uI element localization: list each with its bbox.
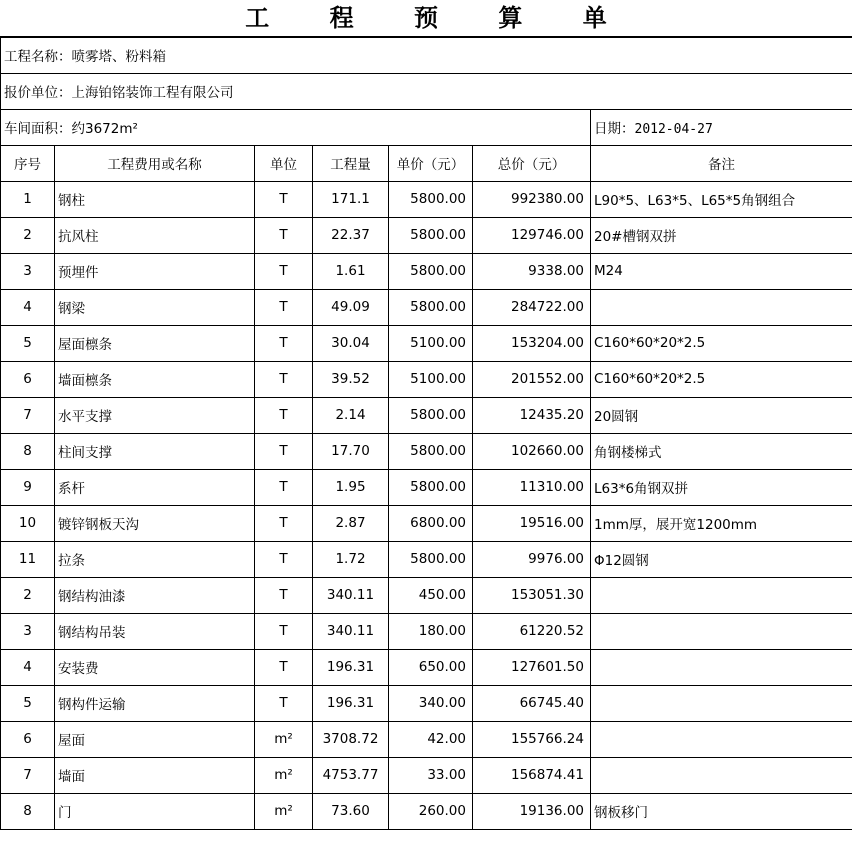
- cell-seq[interactable]: 3: [1, 613, 55, 649]
- column-header-remark[interactable]: 备注: [591, 145, 852, 181]
- table-row: [1, 793, 852, 829]
- cell-qty[interactable]: 340.11: [313, 577, 389, 613]
- cell-total[interactable]: 9338.00: [473, 253, 591, 289]
- page-title: 工 程 预 算 单: [245, 3, 633, 32]
- cell-remark[interactable]: [591, 577, 852, 613]
- cell-unit[interactable]: T: [255, 613, 313, 649]
- cell-remark[interactable]: [591, 613, 852, 649]
- cell-remark[interactable]: 20圆钢: [591, 397, 852, 433]
- cell-remark[interactable]: 钢板移门: [591, 793, 852, 829]
- cell-total[interactable]: 201552.00: [473, 361, 591, 397]
- project-name-row: [1, 37, 852, 73]
- company-value: 上海铂铭装饰工程有限公司: [71, 85, 234, 101]
- cell-name[interactable]: 安装费: [55, 649, 255, 685]
- column-header-price[interactable]: 单价（元）: [389, 145, 473, 181]
- table-row: [1, 757, 852, 793]
- cell-qty[interactable]: 17.70: [313, 433, 389, 469]
- cell-unit[interactable]: T: [255, 289, 313, 325]
- date-value: 2012-04-27: [634, 122, 713, 137]
- cell-remark[interactable]: L90*5、L63*5、L65*5角钢组合: [591, 181, 852, 217]
- company-cell[interactable]: [1, 73, 852, 109]
- cell-unit[interactable]: m²: [255, 793, 313, 829]
- cell-qty[interactable]: 22.37: [313, 217, 389, 253]
- table-row: [1, 505, 852, 541]
- cell-total[interactable]: 102660.00: [473, 433, 591, 469]
- cell-qty[interactable]: 2.14: [313, 397, 389, 433]
- table-row: [1, 469, 852, 505]
- cell-price[interactable]: 340.00: [389, 685, 473, 721]
- cell-name[interactable]: 系杆: [55, 469, 255, 505]
- cell-name[interactable]: 柱间支撑: [55, 433, 255, 469]
- cell-seq[interactable]: 9: [1, 469, 55, 505]
- column-header-seq[interactable]: 序号: [1, 145, 55, 181]
- cell-qty[interactable]: 2.87: [313, 505, 389, 541]
- cell-seq[interactable]: 5: [1, 685, 55, 721]
- cell-unit[interactable]: T: [255, 217, 313, 253]
- cell-name[interactable]: 墙面: [55, 757, 255, 793]
- cell-price[interactable]: 5800.00: [389, 469, 473, 505]
- cell-seq[interactable]: 4: [1, 649, 55, 685]
- cell-remark[interactable]: L63*6角钢双拼: [591, 469, 852, 505]
- cell-unit[interactable]: m²: [255, 721, 313, 757]
- cell-remark[interactable]: C160*60*20*2.5: [591, 361, 852, 397]
- cell-seq[interactable]: 6: [1, 361, 55, 397]
- cell-remark[interactable]: 1mm厚，展开宽1200mm: [591, 505, 852, 541]
- cell-unit[interactable]: T: [255, 505, 313, 541]
- column-header-unit[interactable]: 单位: [255, 145, 313, 181]
- cell-name[interactable]: 钢柱: [55, 181, 255, 217]
- cell-qty[interactable]: 1.61: [313, 253, 389, 289]
- cell-price[interactable]: 5800.00: [389, 289, 473, 325]
- cell-qty[interactable]: 171.1: [313, 181, 389, 217]
- cell-price[interactable]: 33.00: [389, 757, 473, 793]
- table-row: [1, 433, 852, 469]
- cell-total[interactable]: 153204.00: [473, 325, 591, 361]
- cell-seq[interactable]: 8: [1, 793, 55, 829]
- cell-total[interactable]: 9976.00: [473, 541, 591, 577]
- table-row: [1, 721, 852, 757]
- table-row: [1, 577, 852, 613]
- cell-remark[interactable]: 角钢楼梯式: [591, 433, 852, 469]
- cell-total[interactable]: 155766.24: [473, 721, 591, 757]
- cell-name[interactable]: 镀锌钢板天沟: [55, 505, 255, 541]
- cell-qty[interactable]: 196.31: [313, 685, 389, 721]
- cell-unit[interactable]: T: [255, 433, 313, 469]
- cell-name[interactable]: 拉条: [55, 541, 255, 577]
- project-name-label: 工程名称：: [4, 49, 72, 66]
- cell-unit[interactable]: T: [255, 649, 313, 685]
- cell-name[interactable]: 钢结构油漆: [55, 577, 255, 613]
- cell-seq[interactable]: 6: [1, 721, 55, 757]
- cell-total[interactable]: 153051.30: [473, 577, 591, 613]
- cell-name[interactable]: 钢梁: [55, 289, 255, 325]
- cell-name[interactable]: 钢结构吊装: [55, 613, 255, 649]
- table-row: [1, 361, 852, 397]
- cell-qty[interactable]: 39.52: [313, 361, 389, 397]
- table-row: [1, 181, 852, 217]
- column-header-total[interactable]: 总价（元）: [473, 145, 591, 181]
- table-row: [1, 253, 852, 289]
- cell-unit[interactable]: T: [255, 541, 313, 577]
- cell-unit[interactable]: T: [255, 577, 313, 613]
- cell-remark[interactable]: [591, 757, 852, 793]
- cell-price[interactable]: 180.00: [389, 613, 473, 649]
- area-label: 车间面积：: [4, 121, 72, 137]
- cell-unit[interactable]: T: [255, 253, 313, 289]
- table-row: [1, 613, 852, 649]
- cell-remark[interactable]: [591, 721, 852, 757]
- cell-price[interactable]: 5800.00: [389, 181, 473, 217]
- column-header-qty[interactable]: 工程量: [313, 145, 389, 181]
- table-row: [1, 289, 852, 325]
- cell-total[interactable]: 12435.20: [473, 397, 591, 433]
- cell-price[interactable]: 5800.00: [389, 253, 473, 289]
- table-row: [1, 397, 852, 433]
- cell-seq[interactable]: 10: [1, 505, 55, 541]
- cell-qty[interactable]: 4753.77: [313, 757, 389, 793]
- cell-total[interactable]: 156874.41: [473, 757, 591, 793]
- cell-remark[interactable]: [591, 649, 852, 685]
- cell-remark[interactable]: Φ12圆钢: [591, 541, 852, 577]
- cell-name[interactable]: 预埋件: [55, 253, 255, 289]
- cell-unit[interactable]: T: [255, 397, 313, 433]
- project-name-cell[interactable]: [1, 37, 852, 73]
- cell-total[interactable]: 66745.40: [473, 685, 591, 721]
- cell-seq[interactable]: 4: [1, 289, 55, 325]
- cell-total[interactable]: 19516.00: [473, 505, 591, 541]
- cell-total[interactable]: 127601.50: [473, 649, 591, 685]
- cell-qty[interactable]: 73.60: [313, 793, 389, 829]
- cell-total[interactable]: 61220.52: [473, 613, 591, 649]
- area-value: 约3672m²: [71, 121, 138, 137]
- cell-price[interactable]: 5800.00: [389, 217, 473, 253]
- cell-unit[interactable]: T: [255, 469, 313, 505]
- cell-name[interactable]: 屋面檩条: [55, 325, 255, 361]
- cell-name[interactable]: 水平支撑: [55, 397, 255, 433]
- cell-seq[interactable]: 8: [1, 433, 55, 469]
- cell-seq[interactable]: 7: [1, 757, 55, 793]
- table-row: [1, 649, 852, 685]
- cell-total[interactable]: 129746.00: [473, 217, 591, 253]
- cell-name[interactable]: 墙面檩条: [55, 361, 255, 397]
- cell-price[interactable]: 5100.00: [389, 325, 473, 361]
- cell-seq[interactable]: 5: [1, 325, 55, 361]
- cell-total[interactable]: 992380.00: [473, 181, 591, 217]
- table-row: [1, 685, 852, 721]
- budget-table: [0, 36, 852, 830]
- cell-remark[interactable]: [591, 289, 852, 325]
- table-row: [1, 217, 852, 253]
- cell-seq[interactable]: 2: [1, 577, 55, 613]
- cell-remark[interactable]: C160*60*20*2.5: [591, 325, 852, 361]
- date-cell[interactable]: [591, 109, 852, 145]
- cell-name[interactable]: 钢构件运输: [55, 685, 255, 721]
- cell-price[interactable]: 5100.00: [389, 361, 473, 397]
- cell-qty[interactable]: 1.95: [313, 469, 389, 505]
- cell-remark[interactable]: M24: [591, 253, 852, 289]
- cell-price[interactable]: 260.00: [389, 793, 473, 829]
- cell-qty[interactable]: 49.09: [313, 289, 389, 325]
- cell-total[interactable]: 284722.00: [473, 289, 591, 325]
- cell-price[interactable]: 5800.00: [389, 541, 473, 577]
- cell-qty[interactable]: 30.04: [313, 325, 389, 361]
- cell-name[interactable]: 抗风柱: [55, 217, 255, 253]
- cell-name[interactable]: 屋面: [55, 721, 255, 757]
- cell-qty[interactable]: 3708.72: [313, 721, 389, 757]
- cell-name[interactable]: 门: [55, 793, 255, 829]
- company-row: [1, 73, 852, 109]
- cell-total[interactable]: 11310.00: [473, 469, 591, 505]
- header-row: [1, 145, 852, 181]
- cell-price[interactable]: 5800.00: [389, 433, 473, 469]
- cell-qty[interactable]: 1.72: [313, 541, 389, 577]
- cell-unit[interactable]: T: [255, 181, 313, 217]
- column-header-name[interactable]: 工程费用或名称: [55, 145, 255, 181]
- area-cell[interactable]: [1, 109, 591, 145]
- cell-unit[interactable]: m²: [255, 757, 313, 793]
- cell-seq[interactable]: 7: [1, 397, 55, 433]
- area-date-row: [1, 109, 852, 145]
- table-row: [1, 325, 852, 361]
- cell-price[interactable]: 6800.00: [389, 505, 473, 541]
- table-row: [1, 541, 852, 577]
- cell-qty[interactable]: 196.31: [313, 649, 389, 685]
- date-label: 日期：: [594, 121, 635, 137]
- cell-unit[interactable]: T: [255, 361, 313, 397]
- cell-seq[interactable]: 3: [1, 253, 55, 289]
- cell-price[interactable]: 450.00: [389, 577, 473, 613]
- cell-price[interactable]: 42.00: [389, 721, 473, 757]
- company-label: 报价单位：: [4, 85, 72, 101]
- cell-total[interactable]: 19136.00: [473, 793, 591, 829]
- cell-remark[interactable]: [591, 685, 852, 721]
- project-name-value: 喷雾塔、粉料箱: [71, 49, 166, 66]
- cell-seq[interactable]: 11: [1, 541, 55, 577]
- cell-qty[interactable]: 340.11: [313, 613, 389, 649]
- cell-unit[interactable]: T: [255, 325, 313, 361]
- cell-seq[interactable]: 2: [1, 217, 55, 253]
- cell-unit[interactable]: T: [255, 685, 313, 721]
- cell-seq[interactable]: 1: [1, 181, 55, 217]
- cell-remark[interactable]: 20#槽钢双拼: [591, 217, 852, 253]
- cell-price[interactable]: 5800.00: [389, 397, 473, 433]
- cell-price[interactable]: 650.00: [389, 649, 473, 685]
